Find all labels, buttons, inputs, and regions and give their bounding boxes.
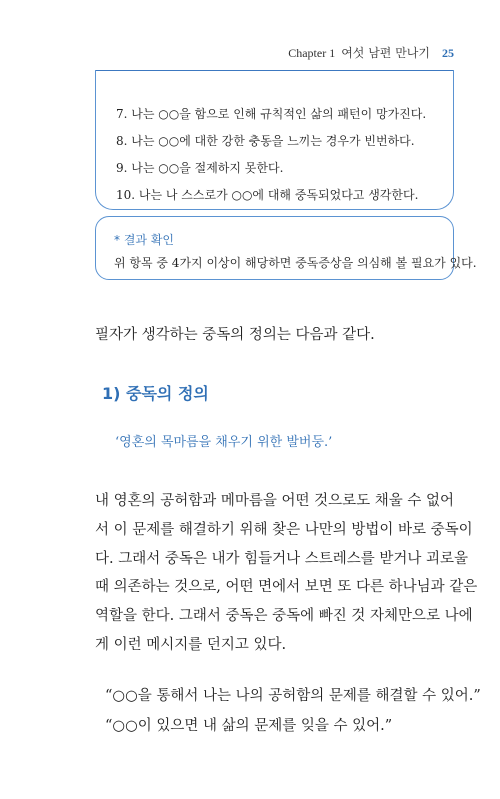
result-box bbox=[95, 216, 477, 280]
running-header bbox=[288, 44, 454, 61]
checklist-item: 8. 나는 ○○에 대한 강한 충동을 느끼는 경우가 빈번하다. bbox=[116, 134, 415, 148]
body-line: 내 영혼의 공허함과 메마름을 어떤 것으로도 채울 수 없어 bbox=[95, 493, 455, 509]
intro-paragraph: 필자가 생각하는 중독의 정의는 다음과 같다. bbox=[95, 327, 375, 343]
section-title: 1) 중독의 정의 bbox=[102, 384, 209, 403]
result-description: 위 항목 중 4가지 이상이 해당하면 중독증상을 의심해 볼 필요가 있다. bbox=[114, 256, 477, 270]
checklist-item: 10. 나는 나 스스로가 ○○에 대해 중독되었다고 생각한다. bbox=[116, 188, 419, 202]
body-line: 역할을 한다. 그래서 중독은 중독에 빠진 것 자체만으로 나에 bbox=[95, 608, 473, 624]
result-title: * 결과 확인 bbox=[114, 233, 174, 247]
body-line: 서 이 문제를 해결하기 위해 찾은 나만의 방법이 바로 중독이 bbox=[95, 522, 473, 538]
checklist-box bbox=[95, 70, 454, 210]
checklist-item: 7. 나는 ○○을 함으로 인해 규칙적인 삶의 패턴이 망가진다. bbox=[116, 107, 427, 121]
chapter-label: Chapter 1 bbox=[288, 46, 336, 60]
checklist-item: 9. 나는 ○○을 절제하지 못한다. bbox=[116, 161, 284, 175]
chapter-title: 여섯 남편 만나기 bbox=[341, 46, 430, 60]
body-line: 다. 그래서 중독은 내가 힘들거나 스트레스를 받거나 괴로울 bbox=[95, 551, 469, 567]
message-line: “○○이 있으면 내 삶의 문제를 잊을 수 있어.” bbox=[105, 718, 393, 734]
message-line: “○○을 통해서 나는 나의 공허함의 문제를 해결할 수 있어.” bbox=[105, 688, 481, 704]
body-line: 때 의존하는 것으로, 어떤 면에서 보면 또 다른 하나님과 같은 bbox=[95, 579, 478, 595]
page-number: 25 bbox=[442, 46, 454, 60]
body-line: 게 이런 메시지를 던지고 있다. bbox=[95, 637, 287, 653]
definition-quote: ‘영혼의 목마름을 채우기 위한 발버둥.’ bbox=[115, 435, 333, 450]
